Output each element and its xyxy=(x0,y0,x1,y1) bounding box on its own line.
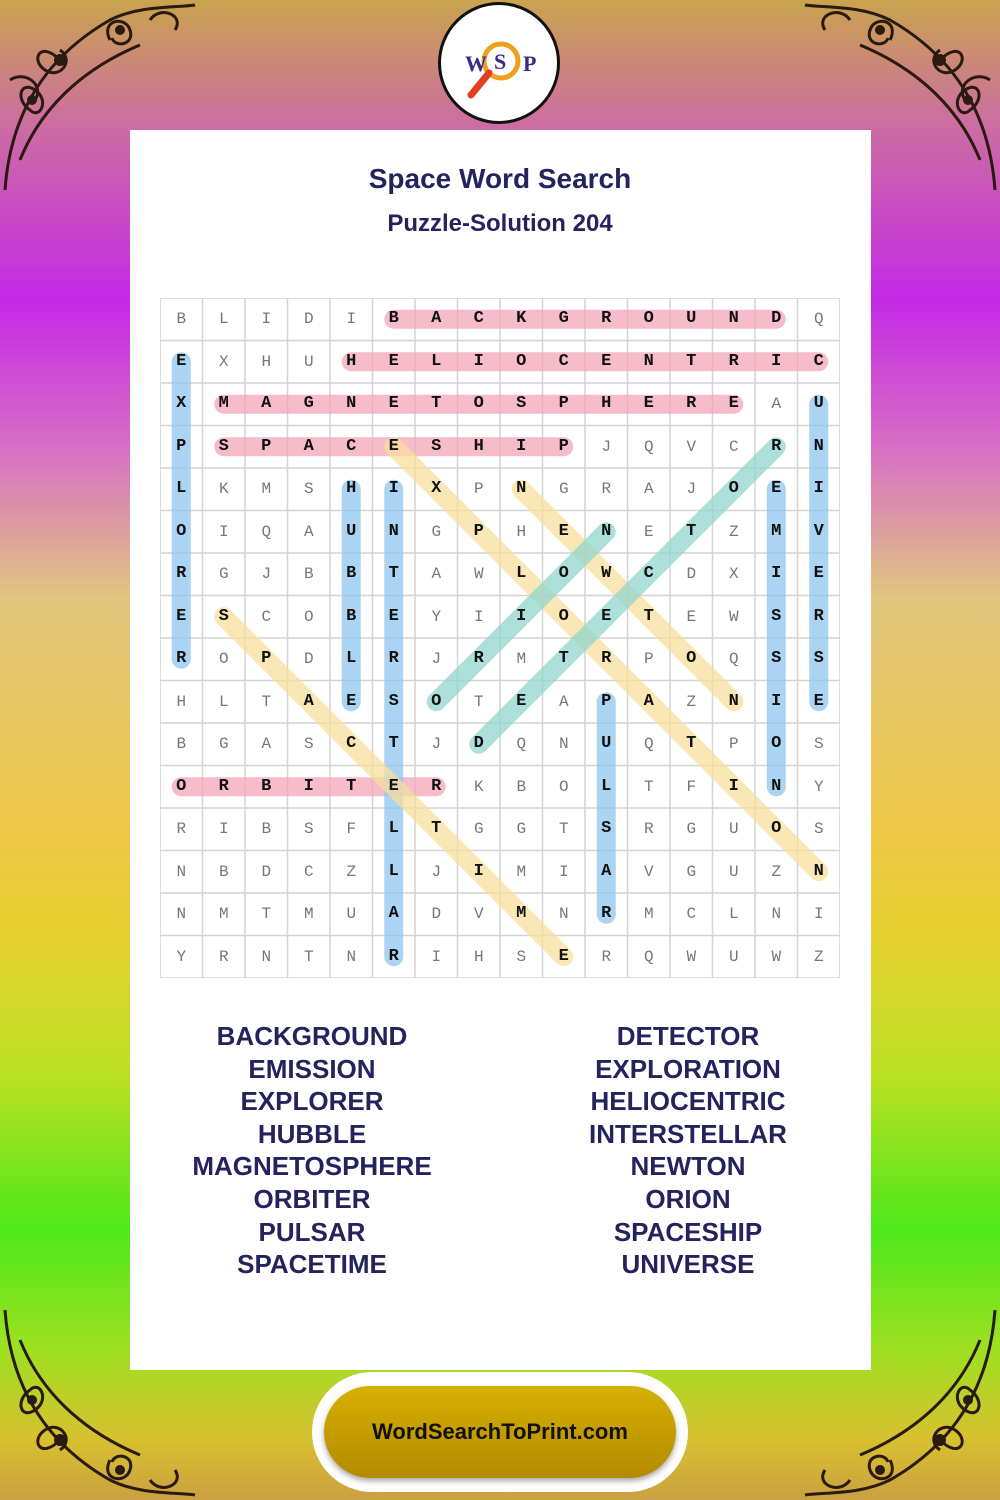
grid-cell[interactable]: U xyxy=(813,394,824,413)
grid-cell[interactable]: V xyxy=(813,521,824,541)
page-subtitle: Puzzle-Solution 204 xyxy=(387,210,613,237)
grid-cell[interactable]: S xyxy=(813,735,824,753)
grid-cell[interactable]: G xyxy=(431,522,442,541)
grid-cell[interactable]: C xyxy=(728,437,739,456)
logo-letter-p: P xyxy=(523,51,537,76)
grid-cell[interactable]: U xyxy=(728,862,739,881)
grid-cell[interactable]: R xyxy=(601,309,612,328)
grid-cell[interactable]: U xyxy=(601,734,612,753)
grid-cell[interactable]: N xyxy=(771,905,782,923)
grid-cell[interactable]: N xyxy=(346,394,357,413)
grid-cell[interactable]: U xyxy=(728,820,739,838)
grid-cell[interactable]: Q xyxy=(813,310,824,328)
grid-cell[interactable]: L xyxy=(431,351,442,371)
grid-cell[interactable]: E xyxy=(388,436,399,456)
grid-cell[interactable]: T xyxy=(431,819,442,838)
grid-cell[interactable]: H xyxy=(261,352,272,371)
grid-cell[interactable]: N xyxy=(388,521,399,541)
grid-cell[interactable]: D xyxy=(303,310,314,328)
grid-cell[interactable]: I xyxy=(813,905,824,923)
grid-cell[interactable]: N xyxy=(176,862,187,881)
grid-cell[interactable]: E xyxy=(558,946,569,966)
word-list-item: HUBBLE xyxy=(257,1118,367,1149)
grid-cell[interactable]: S xyxy=(218,606,229,626)
grid-cell[interactable]: R xyxy=(601,480,612,498)
logo-letter-s: S xyxy=(494,49,507,74)
grid-cell[interactable]: K xyxy=(473,777,484,796)
grid-cell[interactable]: I xyxy=(516,606,527,626)
grid-cell[interactable]: A xyxy=(303,522,314,541)
grid-cell[interactable]: J xyxy=(261,565,272,583)
grid-cell[interactable]: N xyxy=(728,309,739,328)
grid-cell[interactable]: I xyxy=(261,310,272,328)
grid-cell[interactable]: J xyxy=(431,650,442,668)
grid-cell[interactable]: O xyxy=(558,777,569,796)
grid-cell[interactable]: Q xyxy=(643,947,654,966)
grid-cell[interactable]: W xyxy=(686,947,697,966)
grid-cell[interactable]: D xyxy=(431,905,442,923)
grid-cell[interactable]: H xyxy=(176,692,187,711)
grid-cell[interactable]: H xyxy=(473,947,484,966)
grid-cell[interactable]: N xyxy=(558,735,569,753)
grid-cell[interactable]: E xyxy=(813,691,824,711)
grid-cell[interactable]: E xyxy=(728,394,739,413)
grid-cell[interactable]: N xyxy=(813,861,824,881)
grid-cell[interactable]: M xyxy=(516,650,527,668)
grid-cell[interactable]: B xyxy=(303,565,314,583)
grid-cell[interactable]: A xyxy=(388,904,399,923)
grid-cell[interactable]: O xyxy=(176,776,187,796)
grid-cell[interactable]: T xyxy=(388,564,399,583)
word-list-item: UNIVERSE xyxy=(621,1249,755,1280)
grid-cell[interactable]: Y xyxy=(431,607,442,626)
grid-cell[interactable]: W xyxy=(473,565,484,583)
grid-cell[interactable]: E xyxy=(176,606,187,626)
word-list-item: PULSAR xyxy=(258,1216,366,1247)
grid-cell[interactable]: H xyxy=(473,436,484,456)
wsp-logo[interactable] xyxy=(438,2,560,124)
grid-cell[interactable]: E xyxy=(388,351,399,371)
word-search-grid xyxy=(160,298,840,978)
grid-cell[interactable]: N xyxy=(601,521,612,541)
grid-cell[interactable]: C xyxy=(558,351,569,371)
grid-cell[interactable]: G xyxy=(303,394,314,413)
grid-cell[interactable]: A xyxy=(601,861,612,881)
grid-cell[interactable]: I xyxy=(218,820,229,838)
grid-cell[interactable]: B xyxy=(176,735,187,753)
grid-cell[interactable]: M xyxy=(516,862,527,881)
grid-cell[interactable]: R xyxy=(728,351,739,371)
grid-cell[interactable]: P xyxy=(261,649,272,668)
grid-cell[interactable]: T xyxy=(686,521,697,541)
grid-cell[interactable]: H xyxy=(346,351,357,371)
grid-cell[interactable]: N xyxy=(813,436,824,456)
grid-cell[interactable]: Q xyxy=(728,650,739,668)
grid-cell[interactable]: J xyxy=(431,735,442,753)
grid-cell[interactable]: D xyxy=(261,862,272,881)
grid-cell[interactable]: E xyxy=(643,394,654,413)
grid-cell[interactable]: M xyxy=(261,480,272,498)
grid-cell[interactable]: C xyxy=(303,862,314,881)
grid-cell[interactable]: R xyxy=(686,394,697,413)
grid-cell[interactable]: G xyxy=(516,820,527,838)
grid-cell[interactable]: T xyxy=(643,777,654,796)
grid-cell[interactable]: I xyxy=(771,564,782,583)
grid-cell[interactable]: U xyxy=(346,521,357,541)
grid-cell[interactable]: X xyxy=(176,394,187,413)
grid-cell[interactable]: I xyxy=(473,351,484,371)
word-list-item: ORBITER xyxy=(253,1183,371,1214)
grid-cell[interactable]: E xyxy=(176,351,187,371)
grid-cell[interactable]: I xyxy=(388,479,399,498)
grid-cell[interactable]: R xyxy=(473,649,484,668)
grid-cell[interactable]: O xyxy=(303,607,314,626)
grid-cell[interactable]: Q xyxy=(643,735,654,753)
grid-cell[interactable]: R xyxy=(601,947,612,966)
grid-cell[interactable]: C xyxy=(813,351,824,371)
grid-cell[interactable]: I xyxy=(813,479,824,498)
grid-cell[interactable]: L xyxy=(516,564,527,583)
grid-cell[interactable]: G xyxy=(558,480,569,498)
word-list-item: BACKGROUND xyxy=(216,1021,408,1051)
grid-cell[interactable]: P xyxy=(473,480,484,498)
grid-cell[interactable]: A xyxy=(431,565,442,583)
grid-cell[interactable]: E xyxy=(813,564,824,583)
grid-cell[interactable]: E xyxy=(686,607,697,626)
grid-cell[interactable]: R xyxy=(176,564,187,583)
grid-cell[interactable]: B xyxy=(516,777,527,796)
grid-cell[interactable]: R xyxy=(176,649,187,668)
grid-cell[interactable]: Z xyxy=(771,862,782,881)
grid-cell[interactable]: P xyxy=(261,436,272,456)
grid-cell[interactable]: S xyxy=(813,649,824,668)
grid-cell[interactable]: N xyxy=(261,947,272,966)
grid-cell[interactable]: R xyxy=(601,649,612,668)
grid-cell[interactable]: O xyxy=(558,606,569,626)
grid-cell[interactable]: I xyxy=(218,522,229,541)
grid-cell[interactable]: F xyxy=(346,820,357,838)
logo-letter-w: W xyxy=(465,51,487,76)
grid-cell[interactable]: G xyxy=(218,565,229,583)
grid-cell[interactable]: S xyxy=(813,820,824,838)
grid-cell[interactable]: G xyxy=(218,735,229,753)
grid-cell[interactable]: E xyxy=(558,521,569,541)
word-list-item: MAGNETOSPHERE xyxy=(192,1151,432,1182)
grid-cell[interactable]: H xyxy=(346,479,357,498)
grid-cell[interactable]: E xyxy=(346,691,357,711)
grid-cell[interactable]: R xyxy=(388,946,399,966)
grid-cell[interactable]: P xyxy=(473,521,484,541)
word-list-item: DETECTOR xyxy=(616,1021,760,1051)
grid-cell[interactable]: Z xyxy=(813,947,824,966)
grid-cell[interactable]: W xyxy=(601,564,612,583)
grid-cell[interactable]: A xyxy=(261,735,272,753)
grid-cell[interactable]: O xyxy=(431,691,442,711)
grid-cell[interactable]: X xyxy=(218,352,229,371)
grid-cell[interactable]: X xyxy=(431,479,442,498)
grid-cell[interactable]: K xyxy=(218,480,229,498)
grid-cell[interactable]: N xyxy=(771,776,782,796)
grid-cell[interactable]: V xyxy=(643,862,654,881)
grid-cell[interactable]: L xyxy=(728,905,739,923)
grid-cell[interactable]: O xyxy=(771,734,782,753)
grid-cell[interactable]: B xyxy=(218,862,229,881)
grid-cell[interactable]: R xyxy=(431,776,442,796)
grid-cell[interactable]: O xyxy=(558,564,569,583)
grid-cell[interactable]: O xyxy=(771,819,782,838)
grid-cell[interactable]: R xyxy=(176,820,187,838)
grid-cell[interactable]: O xyxy=(218,650,229,668)
grid-cell[interactable]: B xyxy=(261,776,272,796)
grid-cell[interactable]: O xyxy=(728,479,739,498)
grid-cell[interactable]: B xyxy=(176,310,187,328)
grid-cell[interactable]: L xyxy=(176,479,187,498)
grid-cell[interactable]: S xyxy=(303,735,314,753)
grid-cell[interactable]: O xyxy=(473,394,484,413)
grid-cell[interactable]: A xyxy=(643,691,654,711)
grid-cell[interactable]: I xyxy=(771,351,782,371)
grid-cell[interactable]: P xyxy=(601,691,612,711)
word-list-item: EXPLORER xyxy=(240,1086,384,1117)
grid-cell[interactable]: H xyxy=(601,394,612,413)
grid-cell[interactable]: T xyxy=(558,820,569,838)
grid-cell[interactable]: M xyxy=(303,905,314,923)
grid-cell[interactable]: A xyxy=(303,691,314,711)
grid-cell[interactable]: D xyxy=(473,734,484,753)
grid-cell[interactable]: D xyxy=(686,565,697,583)
grid-cell[interactable]: R xyxy=(388,649,399,668)
grid-cell[interactable]: O xyxy=(516,351,527,371)
grid-cell[interactable]: S xyxy=(431,436,442,456)
grid-cell[interactable]: E xyxy=(601,606,612,626)
grid-cell[interactable]: C xyxy=(473,309,484,328)
grid-cell[interactable]: E xyxy=(771,479,782,498)
grid-cell[interactable]: T xyxy=(686,351,697,371)
word-list-item: HELIOCENTRIC xyxy=(590,1086,786,1117)
grid-cell[interactable]: T xyxy=(431,394,442,413)
grid-cell[interactable]: S xyxy=(516,947,527,966)
grid-cell[interactable]: M xyxy=(643,905,654,923)
grid-cell[interactable]: Q xyxy=(516,735,527,753)
grid-cell[interactable]: E xyxy=(643,522,654,541)
grid-cell[interactable]: I xyxy=(473,861,484,881)
grid-cell[interactable]: S xyxy=(771,649,782,668)
grid-cell[interactable]: V xyxy=(686,437,697,456)
grid-cell[interactable]: I xyxy=(558,862,569,881)
grid-cell[interactable]: A xyxy=(771,395,782,413)
word-list-item: ORION xyxy=(645,1183,731,1214)
grid-cell[interactable]: X xyxy=(728,565,739,583)
grid-cell[interactable]: L xyxy=(388,819,399,838)
grid-cell[interactable]: Y xyxy=(176,947,187,966)
grid-cell[interactable]: V xyxy=(473,905,484,923)
grid-cell[interactable]: M xyxy=(771,521,782,541)
grid-cell[interactable]: E xyxy=(388,394,399,413)
grid-cell[interactable]: G xyxy=(686,820,697,838)
grid-cell[interactable]: R xyxy=(771,436,782,456)
grid-cell[interactable]: T xyxy=(558,649,569,668)
grid-cell[interactable]: I xyxy=(473,607,484,626)
grid-cell[interactable]: U xyxy=(686,309,697,328)
grid-cell[interactable]: C xyxy=(346,436,357,456)
grid-cell[interactable]: Y xyxy=(813,777,824,796)
grid-cell[interactable]: B xyxy=(261,820,272,838)
grid-cell[interactable]: L xyxy=(346,649,357,668)
grid-cell[interactable]: Q xyxy=(643,437,654,456)
word-list-right xyxy=(498,1020,878,1281)
word-list-item: INTERSTELLAR xyxy=(589,1118,787,1149)
grid-cell[interactable]: J xyxy=(686,480,697,498)
grid-cell[interactable]: C xyxy=(643,564,654,583)
grid-cell[interactable]: G xyxy=(686,862,697,881)
grid-cell[interactable]: T xyxy=(388,734,399,753)
grid-cell[interactable]: T xyxy=(261,692,272,711)
grid-cell[interactable]: A xyxy=(303,436,314,456)
grid-cell[interactable]: D xyxy=(771,309,782,328)
grid-cell[interactable]: I xyxy=(303,776,314,796)
grid-cell[interactable]: B xyxy=(346,606,357,626)
footer-site-link[interactable]: WordSearchToPrint.com xyxy=(324,1386,676,1478)
grid-cell[interactable]: R xyxy=(601,904,612,923)
grid-cell[interactable]: S xyxy=(303,820,314,838)
grid-cell[interactable]: O xyxy=(643,309,654,328)
grid-cell[interactable]: R xyxy=(218,776,229,796)
word-list-item: SPACESHIP xyxy=(613,1216,763,1247)
grid-cell[interactable]: E xyxy=(516,691,527,711)
grid-cell[interactable]: I xyxy=(431,947,442,966)
grid-cell[interactable]: K xyxy=(516,309,527,328)
grid-cell[interactable]: N xyxy=(558,905,569,923)
grid-cell[interactable]: J xyxy=(431,862,442,881)
word-list-item: EXPLORATION xyxy=(595,1053,781,1084)
grid-cell[interactable]: A xyxy=(261,394,272,413)
grid-cell[interactable]: E xyxy=(388,776,399,796)
grid-cell[interactable]: A xyxy=(558,692,569,711)
grid-cell[interactable]: T xyxy=(473,692,484,711)
grid-cell[interactable]: I xyxy=(771,691,782,711)
grid-cell[interactable]: R xyxy=(813,606,824,626)
grid-cell[interactable]: Z xyxy=(346,862,357,881)
grid-cell[interactable]: U xyxy=(346,905,357,923)
word-list-left xyxy=(122,1020,502,1281)
grid-cell[interactable]: T xyxy=(261,905,272,923)
grid-cell[interactable]: T xyxy=(686,734,697,753)
grid-cell[interactable]: O xyxy=(686,649,697,668)
grid-cell[interactable]: S xyxy=(303,480,314,498)
grid-cell[interactable]: C xyxy=(261,607,272,626)
grid-cell[interactable]: H xyxy=(516,522,527,541)
grid-cell[interactable]: L xyxy=(218,310,229,328)
grid-cell[interactable]: I xyxy=(346,310,357,328)
grid-cell[interactable]: N xyxy=(346,947,357,966)
grid-cell[interactable]: G xyxy=(473,820,484,838)
grid-cell[interactable]: L xyxy=(388,861,399,881)
grid-cell[interactable]: P xyxy=(558,394,569,413)
grid-cell[interactable]: P xyxy=(643,650,654,668)
grid-cell[interactable]: E xyxy=(388,606,399,626)
grid-cell[interactable]: T xyxy=(346,776,357,796)
grid-cell[interactable]: E xyxy=(601,351,612,371)
grid-cell[interactable]: C xyxy=(346,734,357,753)
grid-cell[interactable]: B xyxy=(388,309,399,328)
grid-cell[interactable]: L xyxy=(218,692,229,711)
grid-cell[interactable]: Z xyxy=(728,522,739,541)
grid-cell[interactable]: P xyxy=(728,735,739,753)
grid-cell[interactable]: T xyxy=(643,606,654,626)
grid-cell[interactable]: A xyxy=(431,309,442,328)
grid-cell[interactable]: Q xyxy=(261,522,272,541)
grid-cell[interactable]: S xyxy=(601,819,612,838)
grid-cell[interactable]: R xyxy=(643,820,654,838)
word-list-item: SPACETIME xyxy=(237,1249,387,1280)
grid-cell[interactable]: G xyxy=(558,309,569,328)
grid-cell[interactable]: S xyxy=(218,436,229,456)
grid-cell[interactable]: U xyxy=(303,352,314,371)
grid-cell[interactable]: N xyxy=(728,691,739,711)
grid-cell[interactable]: N xyxy=(643,351,654,371)
grid-cell[interactable]: S xyxy=(516,394,527,413)
grid-cell[interactable]: P xyxy=(176,436,187,456)
grid-cell[interactable]: M xyxy=(218,394,229,413)
grid-cell[interactable]: C xyxy=(686,905,697,923)
grid-cell[interactable]: O xyxy=(176,521,187,541)
grid-cell[interactable]: D xyxy=(303,650,314,668)
grid-cell[interactable]: N xyxy=(516,479,527,498)
grid-cell[interactable]: W xyxy=(728,607,739,626)
grid-cell[interactable]: S xyxy=(388,691,399,711)
grid-cell[interactable]: I xyxy=(516,436,527,456)
grid-cell[interactable]: M xyxy=(218,905,229,923)
grid-cell[interactable]: R xyxy=(218,947,229,966)
grid-cell[interactable]: I xyxy=(728,776,739,796)
grid-cell[interactable]: S xyxy=(771,606,782,626)
grid-cell[interactable]: T xyxy=(303,947,314,966)
grid-cell[interactable]: W xyxy=(771,947,782,966)
page-title: Space Word Search xyxy=(368,163,632,194)
grid-cell[interactable]: B xyxy=(346,564,357,583)
grid-cell[interactable]: L xyxy=(601,776,612,796)
word-list-item: EMISSION xyxy=(248,1053,376,1084)
grid-cell[interactable]: A xyxy=(643,480,654,498)
grid-cell[interactable]: N xyxy=(176,905,187,923)
grid-cell[interactable]: U xyxy=(728,947,739,966)
grid-cell[interactable]: P xyxy=(558,436,569,456)
grid-cell[interactable]: M xyxy=(516,904,527,923)
grid-cell[interactable]: F xyxy=(686,777,697,796)
grid-cell[interactable]: Z xyxy=(686,692,697,711)
word-list-item: NEWTON xyxy=(630,1151,746,1182)
grid-cell[interactable]: J xyxy=(601,437,612,456)
